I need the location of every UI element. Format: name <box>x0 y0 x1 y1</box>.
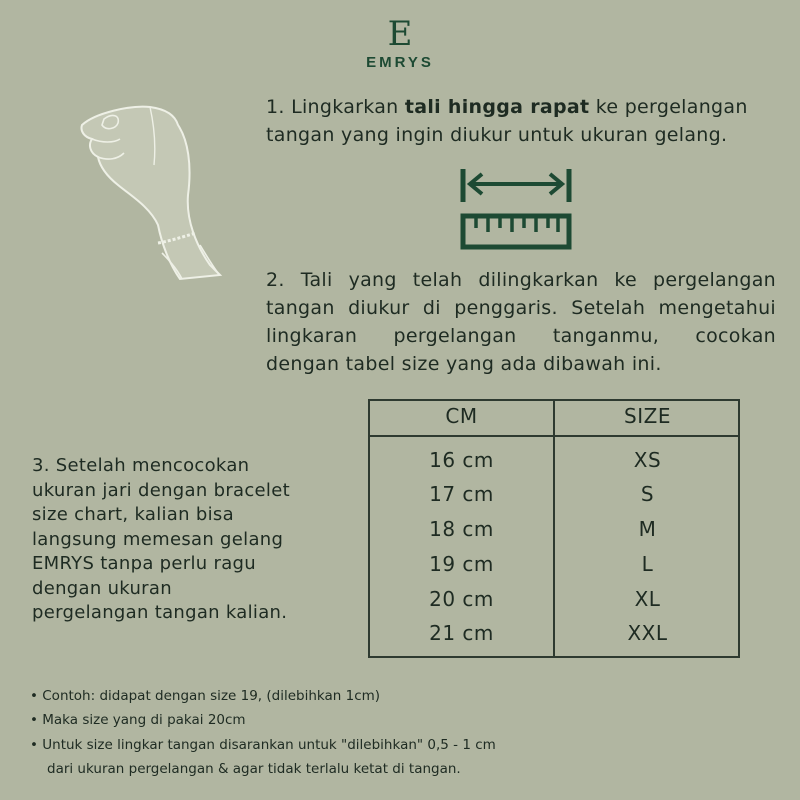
step-1-text <box>266 93 786 149</box>
step-1-suffix: ke pergelangan <box>589 96 748 118</box>
brand-monogram: E <box>387 14 413 54</box>
step-2-text <box>266 266 776 378</box>
note-example: • Contoh: didapat dengan size 19, (dilebihkan 1cm) <box>30 688 381 704</box>
step-3-line: EMRYS tanpa perlu ragu <box>32 553 256 574</box>
table-header-divider <box>368 435 740 437</box>
table-cell-size: XS <box>633 448 662 472</box>
table-cell-cm: 16 cm <box>429 448 494 472</box>
step-2-line1: 2. Tali yang telah dilingkarkan ke pergelangan <box>266 269 776 291</box>
table-cell-cm: 19 cm <box>429 552 494 576</box>
step-3-line: size chart, kalian bisa <box>32 504 234 525</box>
note-recommendation: • Untuk size lingkar tangan disarankan untuk "dilebihkan" 0,5 - 1 cm <box>30 737 496 753</box>
step-2-line3: lingkaran pergelangan tanganmu, cocokan <box>266 325 776 347</box>
table-cell-cm: 20 cm <box>429 587 494 611</box>
step-3-line: ukuran jari dengan bracelet <box>32 479 290 501</box>
step-1-line2: tangan yang ingin diukur untuk ukuran gelang. <box>266 124 728 146</box>
table-cell-cm: 18 cm <box>429 517 494 541</box>
step-1-prefix: 1. Lingkarkan <box>266 96 405 118</box>
hand-bracelet-illustration <box>70 95 240 295</box>
ruler-measure-icon <box>460 166 574 252</box>
table-cell-cm: 17 cm <box>429 482 494 506</box>
note-size-used: • Maka size yang di pakai 20cm <box>30 712 246 728</box>
table-header-cm: CM <box>445 404 478 428</box>
table-cell-size: XL <box>634 587 661 611</box>
table-cell-size: L <box>641 552 654 576</box>
step-1-bold: tali hingga rapat <box>404 96 590 118</box>
step-2-line4: dengan tabel size yang ada dibawah ini. <box>266 353 662 375</box>
table-header-size: SIZE <box>624 404 671 428</box>
hand-shape-icon <box>81 107 220 279</box>
table-cell-cm: 21 cm <box>429 621 494 645</box>
step-3-line: langsung memesan gelang <box>32 528 284 550</box>
step-3-text <box>32 454 332 626</box>
step-2-line2: tangan diukur di penggaris. Setelah mengetahui <box>266 297 776 319</box>
table-cell-size: M <box>638 517 657 541</box>
step-3-line: pergelangan tangan kalian. <box>32 602 288 623</box>
note-recommendation-cont: dari ukuran pergelangan & agar tidak terlalu ketat di tangan. <box>47 761 461 777</box>
brand-name: EMRYS <box>366 54 434 71</box>
step-3-line: 3. Setelah mencocokan <box>32 455 250 476</box>
table-cell-size: XXL <box>627 621 668 645</box>
table-cell-size: S <box>640 482 655 506</box>
step-3-line: dengan ukuran <box>32 577 172 599</box>
